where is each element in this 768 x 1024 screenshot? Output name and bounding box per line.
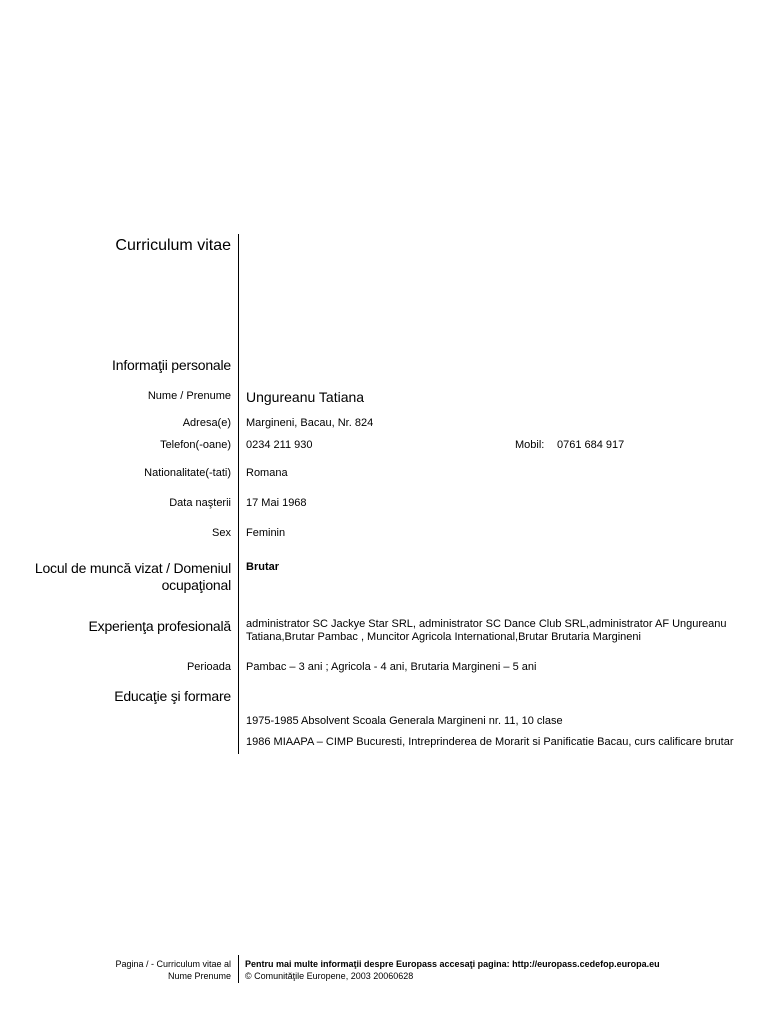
experience-value-line2: Tatiana,Brutar Pambac , Muncitor Agricola International,Brutar Brutaria Margineni [246,631,641,643]
address-label: Adresa(e) [182,417,231,429]
footer-left [115,958,231,982]
footer-copyright: © Comunităţile Europene, 2003 20060628 [245,971,414,981]
nationality-value: Romana [246,467,288,479]
sex-value: Feminin [246,527,286,539]
footer-divider [238,955,239,983]
period-label: Perioada [186,661,231,673]
footer-page-label: Pagina / - Curriculum vitae al [115,959,231,969]
mobile-label: Mobil: [515,439,545,451]
birth-date-value: 17 Mai 1968 [246,497,307,509]
page-title: Curriculum vitae [115,237,231,254]
address-value: Margineni, Bacau, Nr. 824 [246,417,374,429]
job-value: Brutar [246,561,280,573]
phone-value: 0234 211 930 [246,439,313,451]
personal-info-heading: Informaţii personale [112,357,231,373]
education-item-2: 1986 MIAAPA – CIMP Bucuresti, Intreprinderea de Morarit si Panificatie Bacau, curs calificare brutar [246,736,734,748]
mobile-value: 0761 684 917 [557,439,625,451]
name-value: Ungureanu Tatiana [246,389,365,405]
nationality-label: Nationalitate(-tati) [144,467,231,479]
education-item-1: 1975-1985 Absolvent Scoala Generala Margineni nr. 11, 10 clase [246,715,563,727]
period-value: Pambac – 3 ani ; Agricola - 4 ani, Brutaria Margineni – 5 ani [246,661,537,673]
footer-europass-info: Pentru mai multe informaţii despre Europass accesaţi pagina: http://europass.cedefop.europa.eu [245,959,660,969]
experience-heading: Experienţa profesională [88,618,231,634]
phone-label: Telefon(-oane) [160,439,231,451]
education-heading: Educaţie şi formare [114,688,231,704]
name-label: Nume / Prenume [147,390,231,402]
job-heading-line2: ocupaţional [161,577,231,593]
column-divider [238,234,239,754]
birth-date-label: Data naşterii [169,497,231,509]
experience-value-line1: administrator SC Jackye Star SRL, administrator SC Dance Club SRL,administrator AF Ungureanu [246,618,727,630]
sex-label: Sex [212,527,231,539]
footer-name-label: Nume Prenume [167,971,231,981]
footer-right [245,958,660,982]
job-heading-line1: Locul de muncă vizat / Domeniul [34,560,231,576]
